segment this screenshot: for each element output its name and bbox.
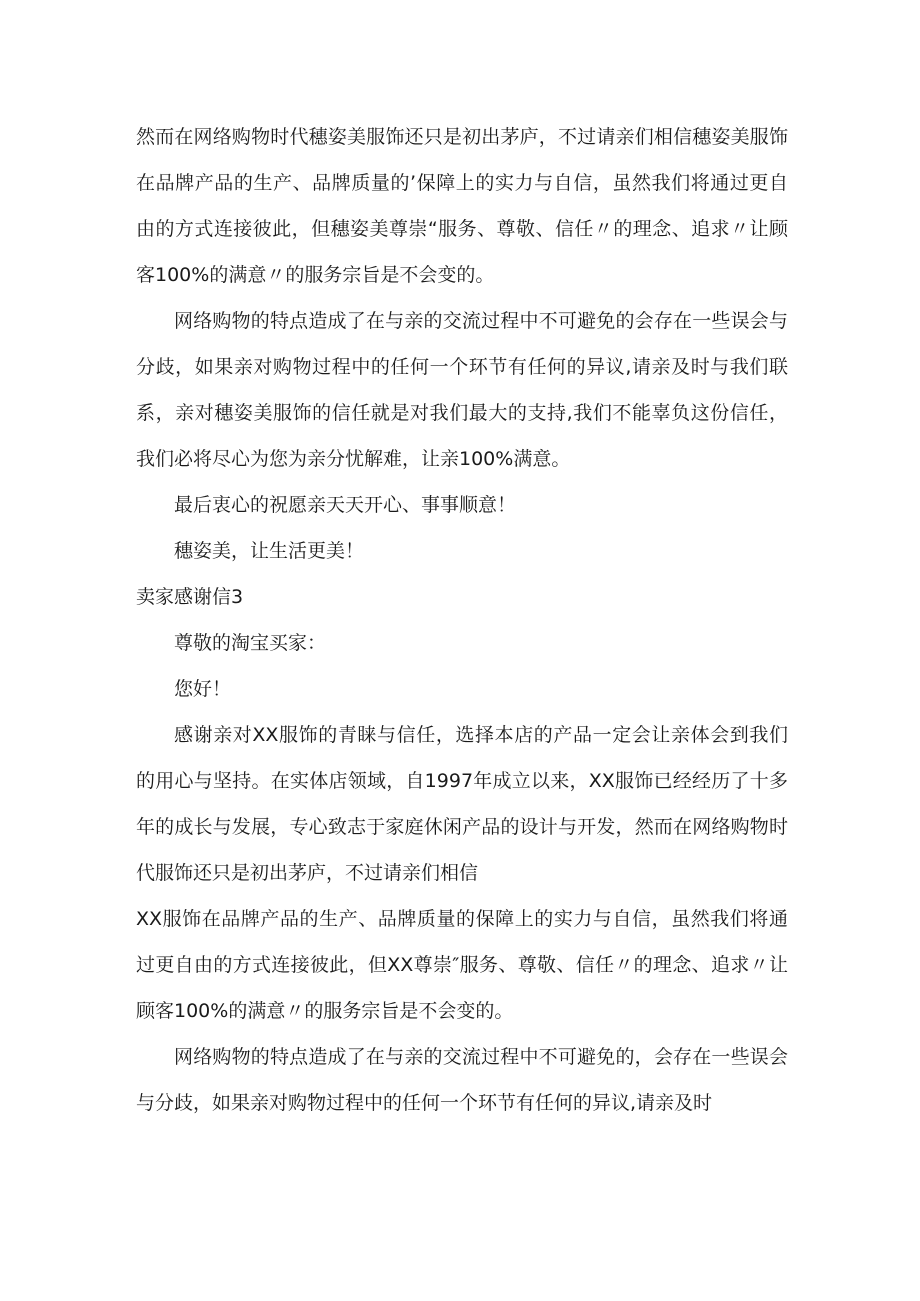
salutation: 尊敬的淘宝买家： xyxy=(174,632,327,654)
paragraph-online-shopping-note: 网络购物的特点造成了在与亲的交流过程中不可避免的会存在一些误会与分歧，如果亲对购物过程中的任何一个环节有任何的异议,请亲及时与我们联系，亲对穗姿美服饰的信任就是对我们最大的支持,我们不能辜负这份信任，我们必将尽心为您为亲分忧解难，让亲100%满意。 xyxy=(136,310,788,470)
paragraph-thanks: 感谢亲对XX服饰的青睐与信任，选择本店的产品一定会让亲体会到我们的用心与坚持。在实体店领域，自1997年成立以来，XX服饰已经经历了十多年的成长与发展，专心致志于家庭休闲产品的设计与开发，然而在网络购物时代服饰还只是初出茅庐，不过请亲们相信 xyxy=(136,724,788,884)
paragraph-online-shopping-note-2: 网络购物的特点造成了在与亲的交流过程中不可避免的，会存在一些误会与分歧，如果亲对购物过程中的任何一个环节有任何的异议,请亲及时 xyxy=(136,1046,788,1114)
greeting: 您好！ xyxy=(174,678,232,700)
paragraph-slogan: 穗姿美，让生活更美！ xyxy=(174,540,365,562)
paragraph-brand-commitment: XX服饰在品牌产品的生产、品牌质量的保障上的实力与自信，虽然我们将通过更自由的方式连接彼此，但XX尊崇″服务、尊敬、信任〃的理念、追求〃让顾客100%的满意〃的服务宗旨是不会变的。 xyxy=(136,908,788,1022)
paragraph-brand-confidence: 然而在网络购物时代穗姿美服饰还只是初出茅庐，不过请亲们相信穗姿美服饰在品牌产品的生产、品牌质量的’保障上的实力与自信，虽然我们将通过更自由的方式连接彼此，但穗姿美尊崇“服务、尊敬、信任〃的理念、追求〃让顾客100%的满意〃的服务宗旨是不会变的。 xyxy=(136,126,788,286)
document-body xyxy=(136,114,788,1126)
paragraph-best-wishes: 最后衷心的祝愿亲天天开心、事事顺意！ xyxy=(174,494,517,516)
section-heading: 卖家感谢信3 xyxy=(136,586,244,608)
